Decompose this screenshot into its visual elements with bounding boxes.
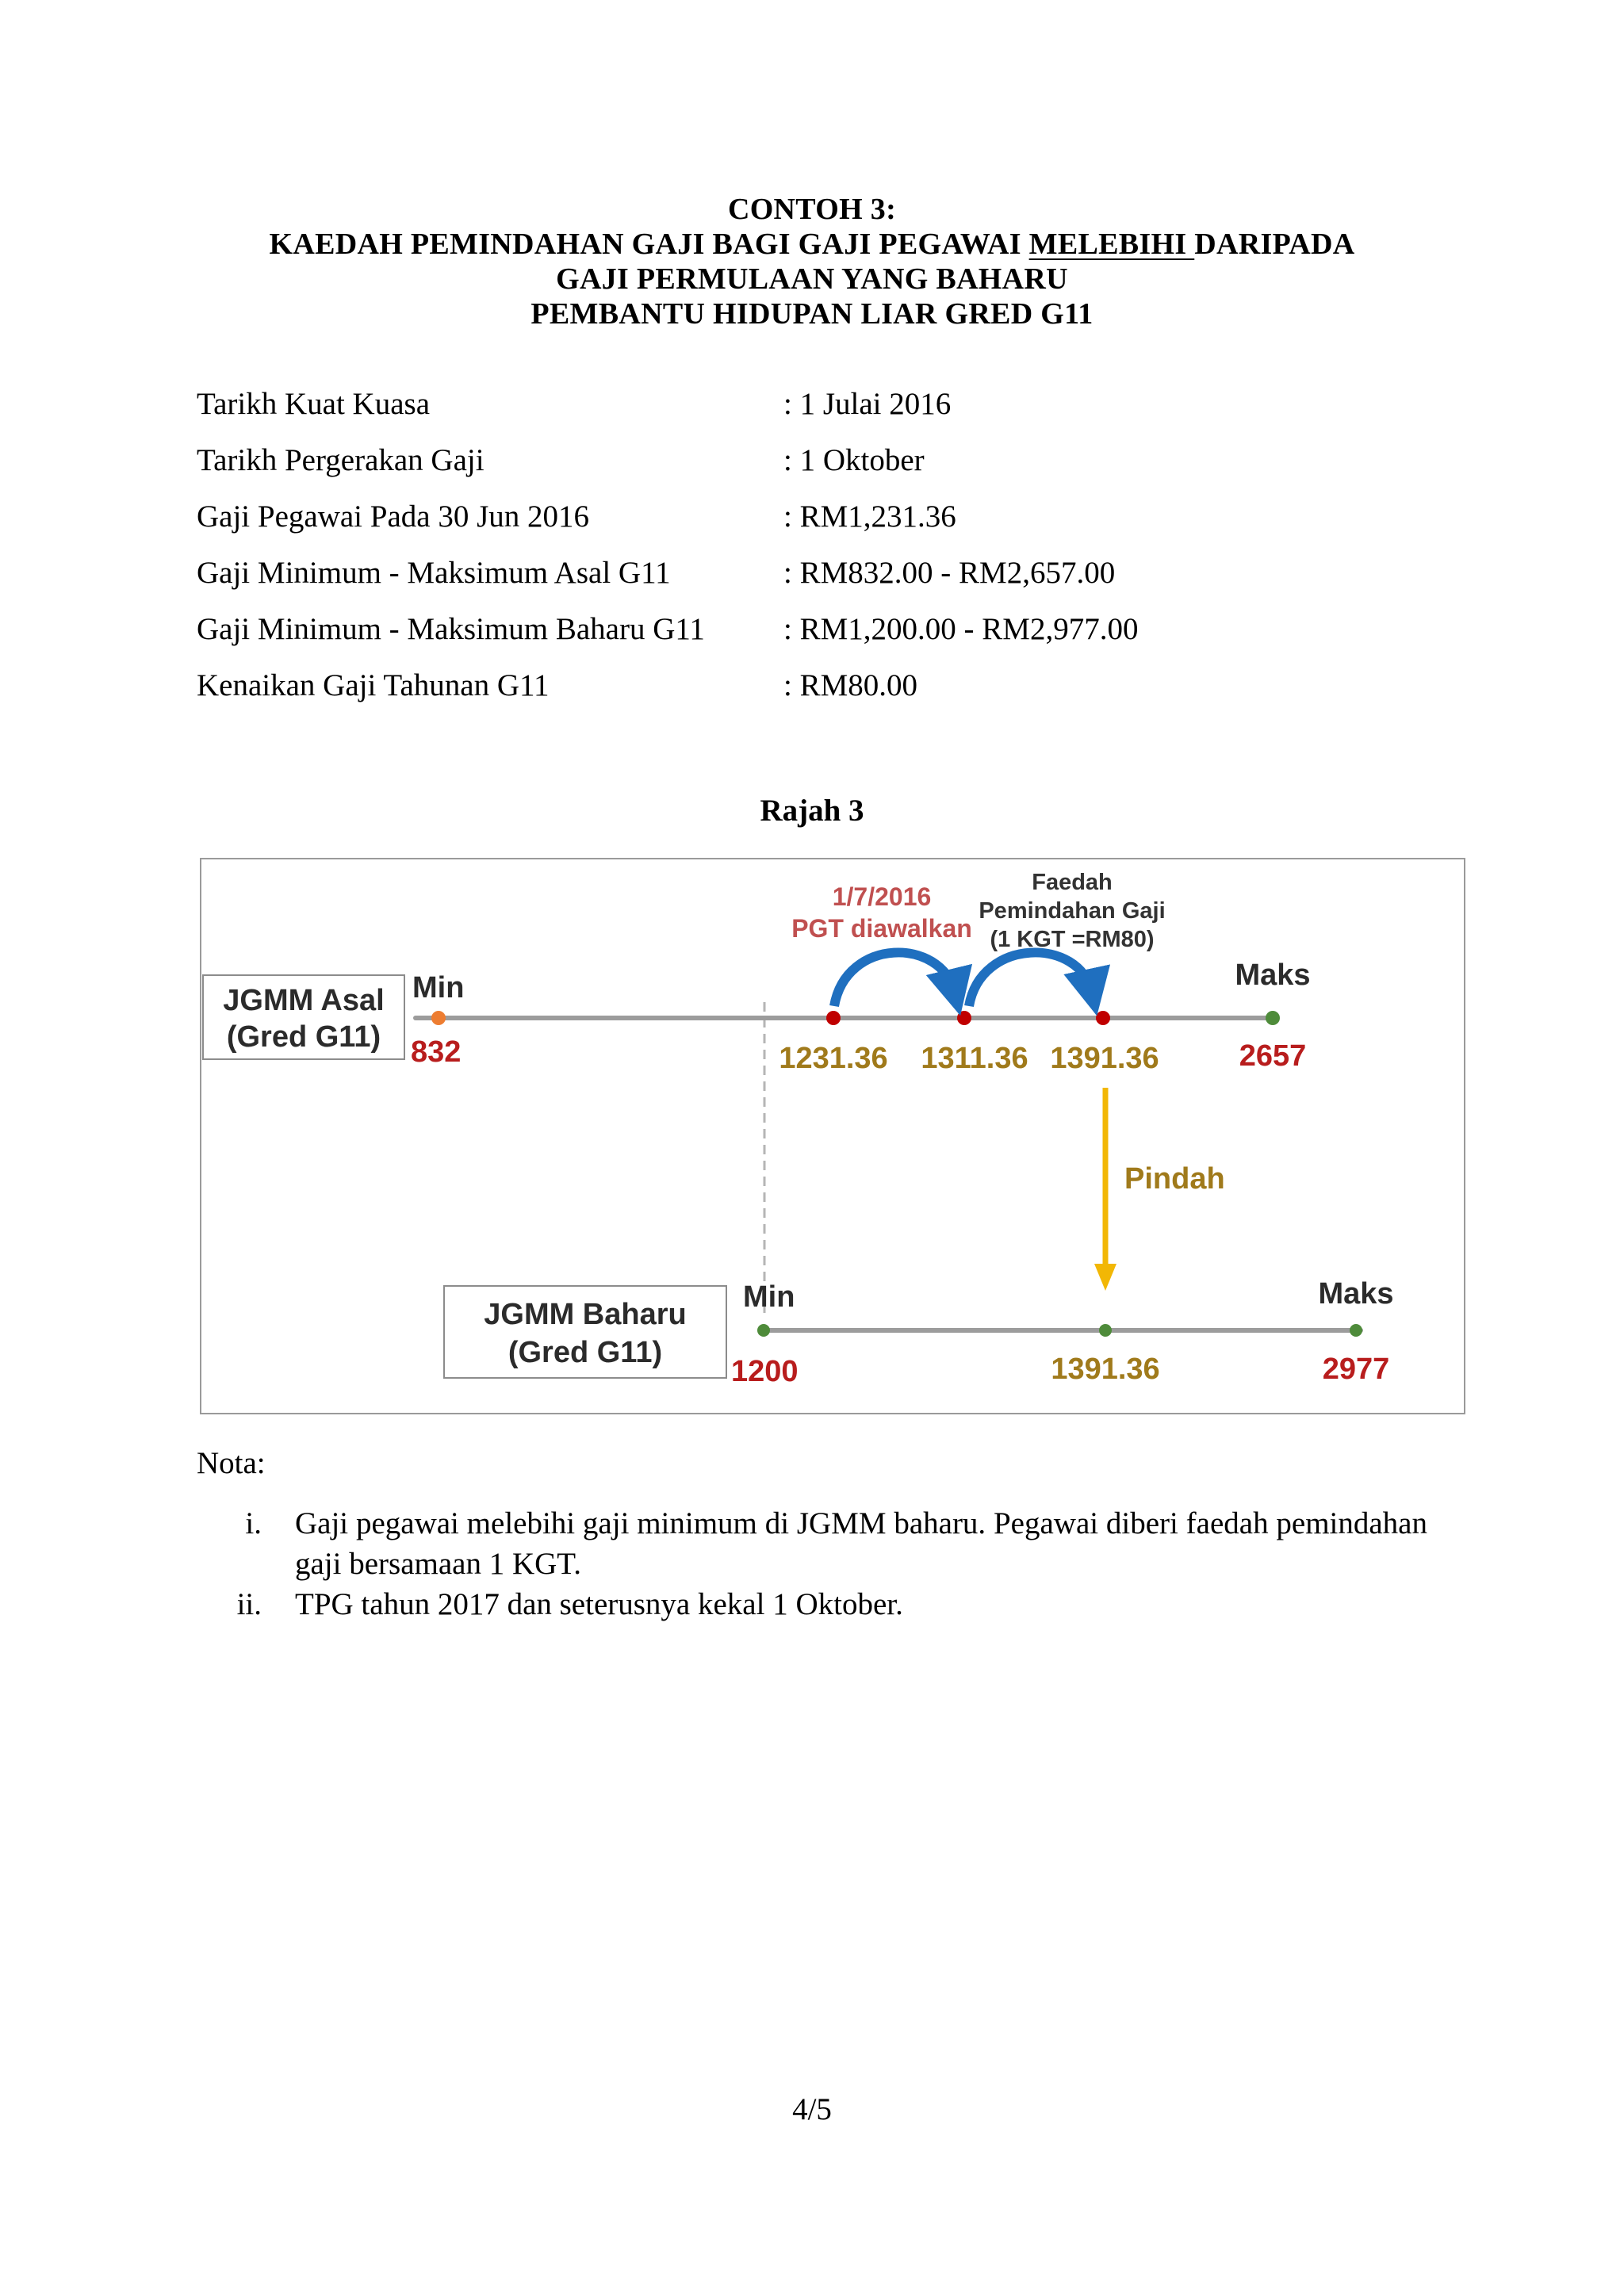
- asal-max-label: Maks: [1235, 959, 1311, 992]
- info-label: Kenaikan Gaji Tahunan G11: [197, 668, 550, 702]
- info-row: [197, 553, 1434, 609]
- jgmm-baharu-grade: (Gred G11): [508, 1336, 663, 1369]
- note-text: TPG tahun 2017 dan seterusnya kekal 1 Oktober.: [295, 1587, 903, 1621]
- asal-max-point: [1266, 1011, 1280, 1025]
- salary-transfer-diagram: [200, 858, 1465, 1414]
- document-title: [0, 192, 1624, 331]
- jgmm-asal-grade: (Gred G11): [226, 1020, 381, 1054]
- info-value: : 1 Oktober: [783, 443, 925, 477]
- baharu-min-point: [757, 1324, 770, 1337]
- title-underlined-word: MELEBIHI: [1028, 228, 1195, 261]
- asal-min-label: Min: [412, 971, 465, 1004]
- faedah-line-3: (1 KGT =RM80): [990, 927, 1155, 952]
- jgmm-baharu-label: JGMM Baharu: [484, 1298, 687, 1331]
- title-line-2: [0, 227, 1624, 262]
- notes-list: [197, 1503, 1427, 1624]
- baharu-point-1391: [1099, 1324, 1112, 1337]
- page-number: 4/5: [792, 2092, 832, 2126]
- asal-min-point: [431, 1011, 446, 1025]
- baharu-point-value: 1391.36: [1051, 1353, 1160, 1386]
- title-line-2-start: KAEDAH PEMINDAHAN GAJI BAGI GAJI PEGAWAI: [269, 228, 1029, 261]
- info-value: : RM80.00: [783, 668, 918, 702]
- note-number: ii.: [236, 1587, 262, 1621]
- asal-point-1231: [826, 1011, 841, 1025]
- title-line-2-end: DARIPADA: [1194, 228, 1355, 261]
- asal-point-value-2: 1311.36: [921, 1042, 1028, 1075]
- info-row: [197, 384, 1434, 440]
- note-text: Gaji pegawai melebihi gaji minimum di JGMM baharu. Pegawai diberi faedah pemindahan gaji bersamaan 1 KGT.: [295, 1506, 1427, 1581]
- info-row: [197, 496, 1434, 553]
- jgmm-asal-label: JGMM Asal: [223, 984, 385, 1017]
- info-value: : RM1,231.36: [783, 499, 956, 534]
- faedah-line-2: Pemindahan Gaji: [979, 898, 1166, 924]
- note-item: [197, 1584, 1427, 1624]
- note-item: [197, 1503, 1427, 1584]
- info-row: [197, 609, 1434, 665]
- note-number: i.: [245, 1506, 262, 1540]
- info-row: [197, 440, 1434, 496]
- asal-max-value: 2657: [1239, 1039, 1307, 1073]
- pindah-label: Pindah: [1124, 1162, 1225, 1196]
- info-table: [197, 384, 1434, 721]
- info-label: Gaji Minimum - Maksimum Baharu G11: [197, 612, 705, 646]
- info-label: Gaji Minimum - Maksimum Asal G11: [197, 556, 671, 590]
- info-value: : RM832.00 - RM2,657.00: [783, 556, 1116, 590]
- figure-caption: Rajah 3: [760, 794, 864, 828]
- info-label: Tarikh Kuat Kuasa: [197, 387, 431, 421]
- asal-point-value-1: 1231.36: [779, 1042, 888, 1075]
- info-value: : 1 Julai 2016: [783, 387, 952, 421]
- title-line-4: PEMBANTU HIDUPAN LIAR GRED G11: [530, 297, 1094, 331]
- baharu-min-label: Min: [743, 1280, 795, 1314]
- baharu-max-point: [1350, 1324, 1362, 1337]
- info-label: Gaji Pegawai Pada 30 Jun 2016: [197, 499, 590, 534]
- info-value: : RM1,200.00 - RM2,977.00: [783, 612, 1139, 646]
- asal-min-value: 832: [411, 1035, 462, 1069]
- baharu-min-value: 1200: [731, 1355, 799, 1388]
- asal-point-1311: [957, 1011, 971, 1025]
- faedah-line-1: Faedah: [1032, 870, 1113, 895]
- baharu-max-value: 2977: [1322, 1353, 1390, 1386]
- baharu-max-label: Maks: [1318, 1277, 1394, 1311]
- title-line-3: GAJI PERMULAAN YANG BAHARU: [556, 262, 1068, 296]
- info-row: [197, 665, 1434, 721]
- pgt-text: PGT diawalkan: [791, 914, 972, 943]
- pgt-date: 1/7/2016: [832, 882, 932, 911]
- nota-label: Nota:: [197, 1446, 266, 1480]
- title-line-1: CONTOH 3:: [727, 193, 897, 226]
- asal-point-value-3: 1391.36: [1050, 1042, 1159, 1075]
- info-label: Tarikh Pergerakan Gaji: [197, 443, 485, 477]
- asal-point-1391: [1096, 1011, 1110, 1025]
